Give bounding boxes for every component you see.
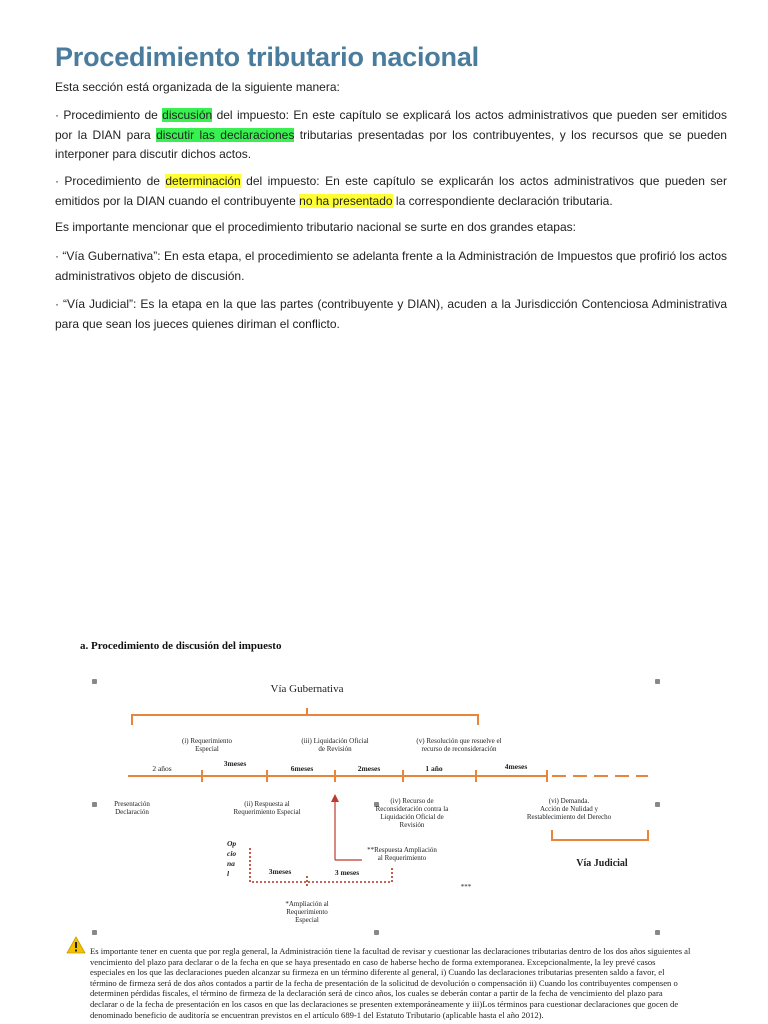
label-recurso-1: (iv) Recurso de [390,797,434,805]
intro-paragraph: Esta sección está organizada de la siguiente manera: [55,80,340,94]
label-respuesta-ampliacion-1: **Respuesta Ampliación [367,846,437,854]
optional-duration-3meses: 3meses [268,867,292,876]
label-respuesta-1: (ii) Respuesta al [244,800,290,808]
label-requerimiento-especial-2: Especial [195,745,219,753]
label-liquidacion-oficial-1: (iii) Liquidación Oficial [301,737,369,745]
item2-prefix: · Procedimiento de [55,174,166,188]
procedure-figure [62,630,692,1024]
opcional-line-4: l [227,869,230,878]
highlight-discusion: discusión [162,108,213,122]
opcional-line-1: Op [227,839,237,848]
label-demanda-3: Restablecimiento del Derecho [526,813,612,821]
item2-mid: del impuesto: En este capítulo se explicarán los actos administrativos que pueden ser emitidos por la DIAN cuando el contribuyente [55,174,727,208]
label-recurso-4: Revisión [399,821,425,829]
figure-heading: a. Procedimiento de discusión del impuesto [80,640,282,652]
label-demanda-1: (vi) Demanda. [548,797,590,805]
item2-suffix: la correspondiente declaración tributaria. [392,193,613,208]
opcional-line-3: na [227,859,235,868]
duration-1-ano: 1 año [425,764,443,773]
label-ampliacion-3: Especial [295,916,319,924]
stage-via-gubernativa-paragraph: · “Vía Gubernativa”: En esta etapa, el procedimiento se adelanta frente a la Administración de Impuestos que profirió los actos administrativos objeto de discusión. [55,249,727,283]
item-determinacion-paragraph [55,172,727,211]
stars-marker: *** [460,883,472,891]
stage-via-judicial-paragraph: · “Vía Judicial”: Es la etapa en la que las partes (contribuyente y DIAN), acuden a la Jurisdicción Contenciosa Administrativa para que sean los jueces quienes diriman el conflicto. [55,297,727,331]
label-presentacion-1: Presentación [114,800,150,808]
item1-prefix: · Procedimiento de [55,108,163,122]
via-gubernativa-brace [132,708,478,725]
highlight-no-ha-presentado: no ha presentado [299,193,393,208]
duration-2meses: 2meses [357,764,381,773]
warning-note: Es importante tener en cuenta que por regla general, la Administración tiene la facultad de revisar y cuestionar las declaraciones tributarias dentro de los dos años siguientes al vencimiento del plazo para declarar o de la fecha en que se haya presentado en caso de haberse hecho de forma extemporanea. Excepcionalmente, la ley prevé casos especiales en los que las declaraciones pueden alcanzar su firmeza en un término diferente al general, i) Cuando las declaraciones tributarias presenten saldo a favor, el término de firmeza será de dos años contados a partir de la fecha de presentación de la solicitud de devolución o compensación ii) Cuando los contribuyentes compensen o determinen pérdidas fiscales, el término de firmeza de la declaración será de cinco años, los cuales se deberán contar a partir de la fecha de vencimiento del plazo para declarar o de la fecha de presentación en los casos en que las declaraciones se presenten extemporáneamente y iii)Los términos para cuestionar declaraciones que gocen de denominado beneficio de auditoría se encuentran previstos en el artículo 689-1 del Estatuto Tributario (aplicable hasta el año 2012). [90,946,691,1020]
label-ampliacion-1: *Ampliación al [285,900,329,908]
stages-intro-paragraph: Es importante mencionar que el procedimiento tributario nacional se surte en dos grandes etapas: [55,220,576,234]
duration-4meses: 4meses [504,762,528,771]
via-judicial-brace [552,830,648,840]
item-discusion-paragraph [55,106,727,165]
item1-suffix: tributarias presentadas por los contribuyentes, y los recursos que se pueden interponer para discutir dichos actos. [55,127,727,161]
label-ampliacion-2: Requerimiento [286,908,328,916]
label-presentacion-2: Declaración [115,808,149,816]
label-respuesta-ampliacion-2: al Requerimiento [377,854,427,862]
label-resolucion-1: (v) Resolución que resuelve el [416,737,502,745]
label-requerimiento-especial-1: (i) Requerimiento [182,737,232,745]
highlight-determinacion: determinación [165,174,241,188]
label-resolucion-2: recurso de reconsideración [421,745,497,753]
highlight-discutir-declaraciones: discutir las declaraciones [156,127,295,142]
label-recurso-3: Liquidación Oficial de [380,813,444,821]
duration-3meses: 3meses [223,759,247,768]
label-demanda-2: Acción de Nulidad y [539,805,599,813]
label-liquidacion-oficial-2: de Revisión [318,745,352,753]
item1-mid: del impuesto: En este capítulo se explicará los actos administrativos que pueden ser emitidos por la DIAN para [55,108,727,142]
via-judicial-label: Vía Judicial [576,858,628,869]
arrow-up-icon [331,794,339,802]
duration-2-anos: 2 años [152,764,172,773]
label-recurso-2: Reconsideración contra la [375,805,449,813]
page-title: Procedimiento tributario nacional [55,42,479,72]
via-gubernativa-label: Vía Gubernativa [270,683,344,695]
optional-duration-3-meses: 3 meses [334,868,360,877]
timeline-diagram [62,670,692,940]
duration-6meses: 6meses [290,764,314,773]
opcional-line-2: cio [227,849,237,858]
label-respuesta-2: Requerimiento Especial [233,808,301,816]
